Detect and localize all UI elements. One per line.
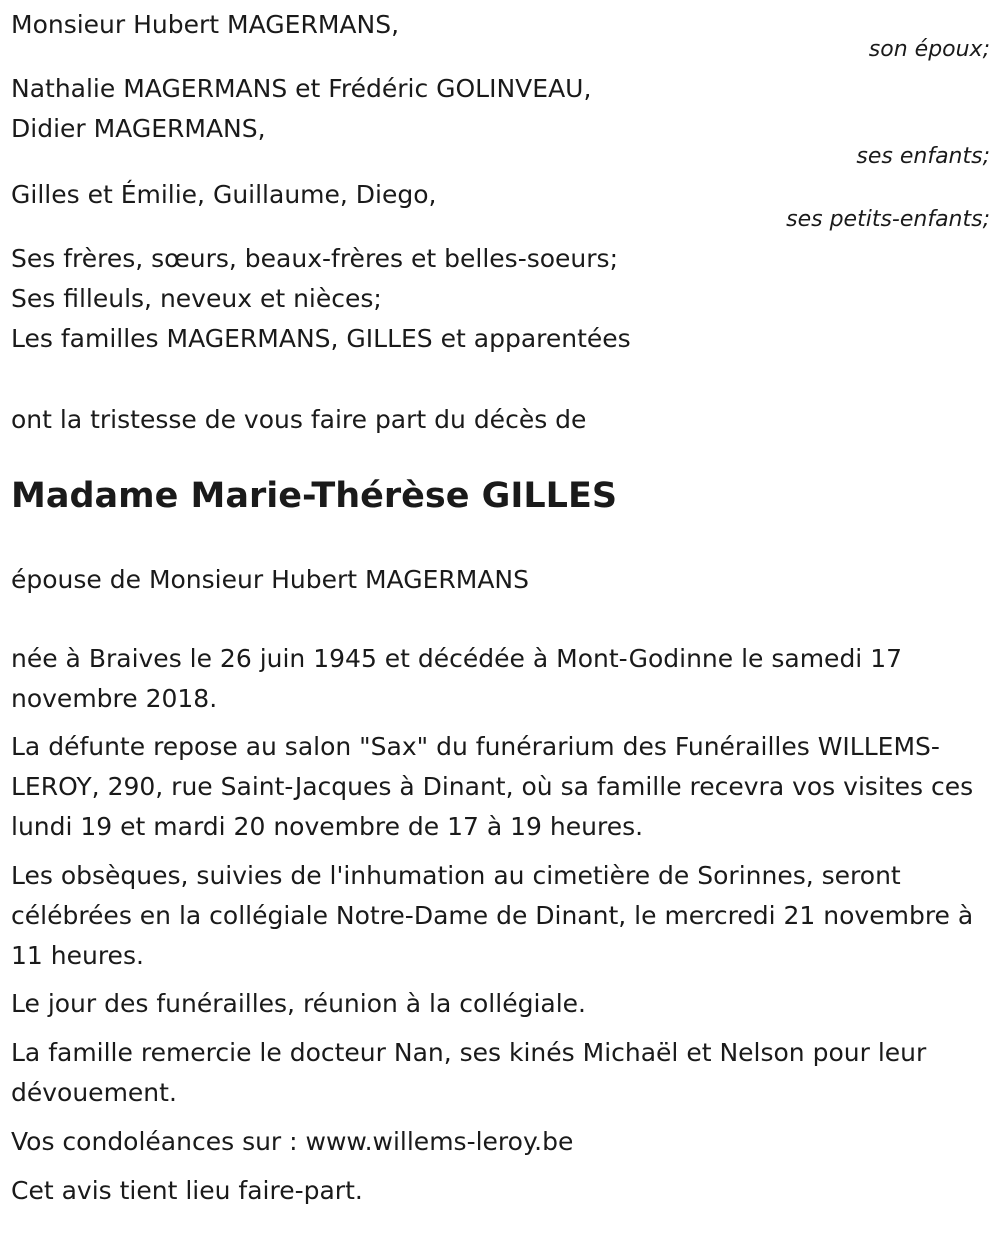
child-name: Didier MAGERMANS, — [11, 114, 266, 143]
spouse-block — [11, 5, 990, 65]
other-relatives — [11, 239, 990, 359]
other-relatives-line: Ses frères, sœurs, beaux-frères et belles-soeurs; — [11, 244, 618, 273]
other-relatives-line: Ses filleuls, neveux et nièces; — [11, 284, 382, 313]
children-block — [11, 69, 990, 172]
details-block — [11, 639, 990, 1211]
other-relatives-line: Les familles MAGERMANS, GILLES et apparentées — [11, 324, 631, 353]
child-name: Nathalie MAGERMANS et Frédéric GOLINVEAU, — [11, 74, 592, 103]
grandchild-names: Gilles et Émilie, Guillaume, Diego, — [11, 180, 437, 209]
grandchildren-block — [11, 175, 990, 235]
deceased-name: Madame Marie-Thérèse GILLES — [11, 476, 618, 516]
spouse-role: son époux; — [868, 37, 990, 62]
grandchildren-role: ses petits-enfants; — [786, 207, 990, 232]
condolences-info: Vos condoléances sur : www.willems-leroy.be — [11, 1127, 574, 1156]
announcement-text: ont la tristesse de vous faire part du décès de — [11, 405, 587, 434]
meeting-info: Le jour des funérailles, réunion à la collégiale. — [11, 989, 586, 1018]
thanks-info: La famille remercie le docteur Nan, ses kinés Michaël et Nelson pour leur dévouement. — [11, 1038, 927, 1107]
closing-note: Cet avis tient lieu faire-part. — [11, 1176, 363, 1205]
children-role: ses enfants; — [856, 144, 990, 169]
funeral-info: Les obsèques, suivies de l'inhumation au cimetière de Sorinnes, seront célébrées en la collégiale Notre-Dame de Dinant, le mercredi 21 novembre à 11 heures. — [11, 861, 974, 970]
spouse-name: Monsieur Hubert MAGERMANS, — [11, 10, 400, 39]
birth-death-info: née à Braives le 26 juin 1945 et décédée à Mont-Godinne le samedi 17 novembre 2018. — [11, 644, 903, 713]
funerarium-info: La défunte repose au salon "Sax" du funérarium des Funérailles WILLEMS-LEROY, 290, rue Saint-Jacques à Dinant, où sa famille recevra vos visites ces lundi 19 et mardi 20 novembre de 17 à 19 heures. — [11, 732, 974, 841]
deceased-spouse-of: épouse de Monsieur Hubert MAGERMANS — [11, 565, 530, 594]
death-notice — [11, 0, 990, 1211]
